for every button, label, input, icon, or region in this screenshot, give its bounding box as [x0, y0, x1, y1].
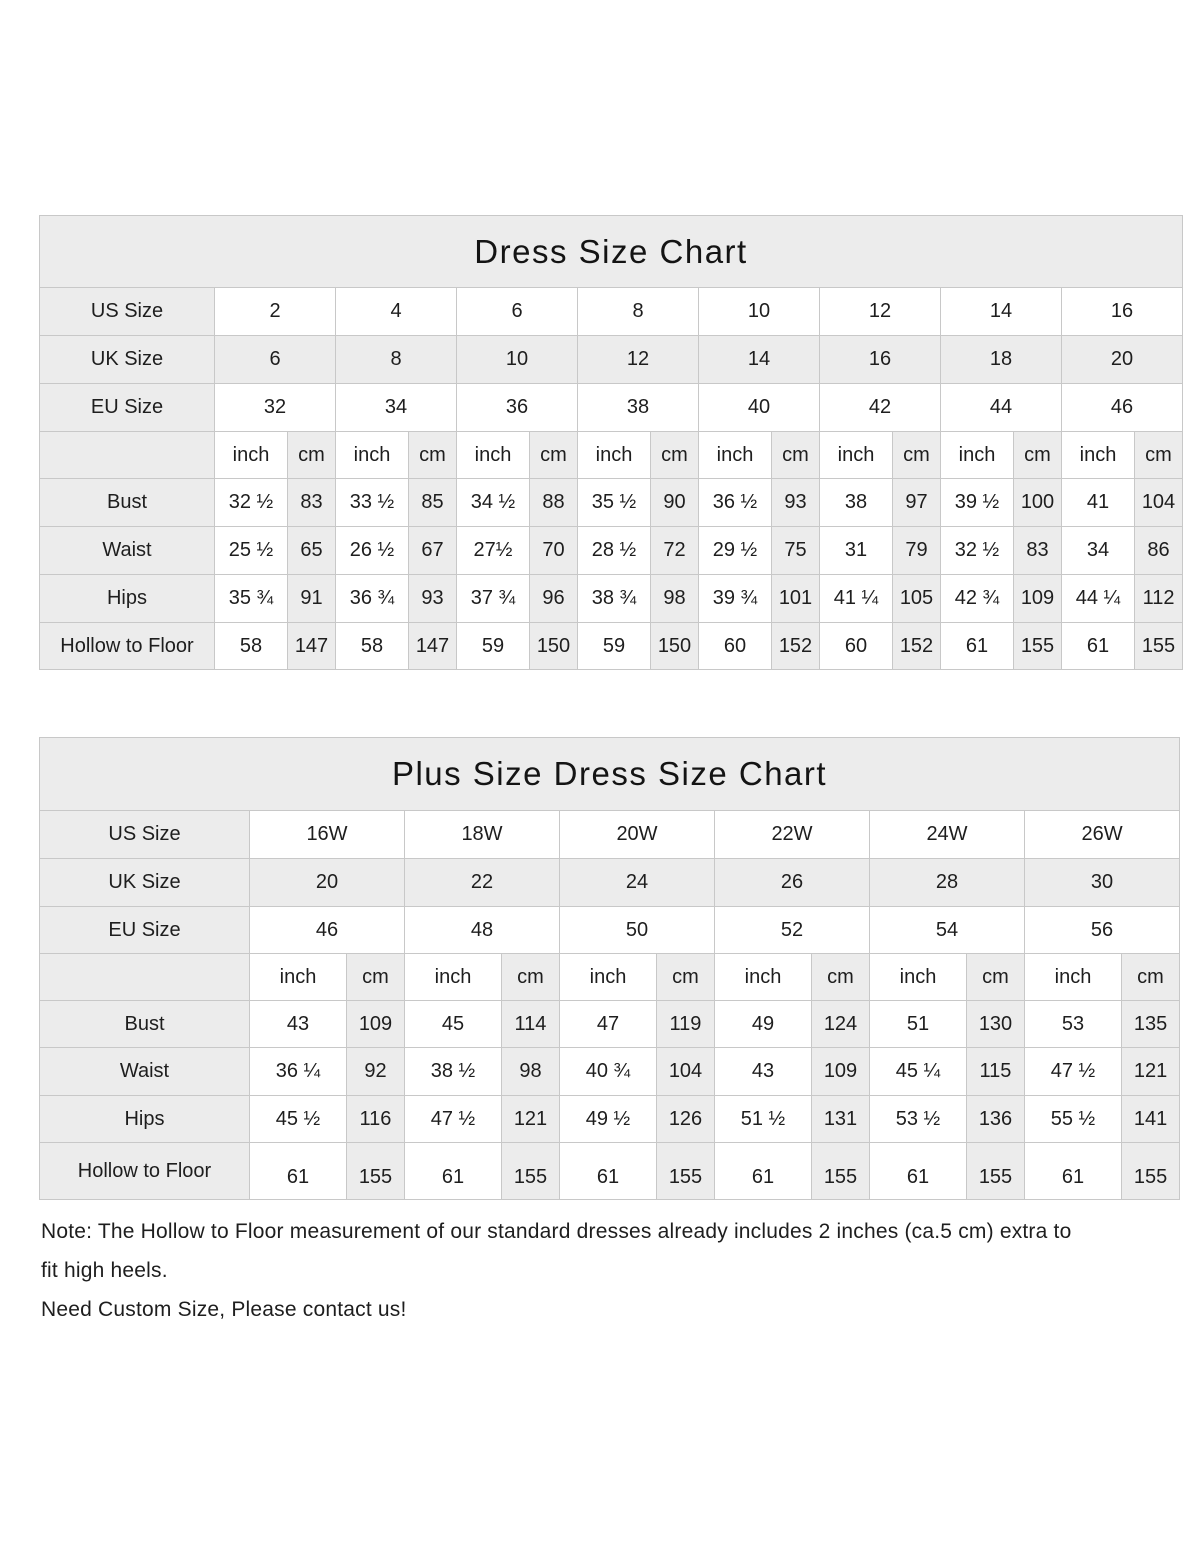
note-line-1: Note: The Hollow to Floor measurement of our standard dresses already includes 2 inches (ca.5 cm) extra to — [41, 1220, 1072, 1243]
note-line-3: Need Custom Size, Please contact us! — [41, 1298, 407, 1321]
waist-cm-value: 79 — [893, 527, 941, 575]
uk-size-value: 22 — [405, 859, 560, 907]
cm-unit-header: cm — [1135, 432, 1183, 479]
hips-inch-value: 45 ½ — [250, 1096, 347, 1143]
hollow-to-floor-cm-value: 155 — [347, 1143, 405, 1200]
hollow-to-floor-inch-value: 61 — [941, 623, 1014, 670]
hollow-to-floor-inch-value: 58 — [336, 623, 409, 670]
hips-cm-value: 112 — [1135, 575, 1183, 623]
waist-cm-value: 83 — [1014, 527, 1062, 575]
hollow-to-floor-cm-value: 147 — [288, 623, 336, 670]
bust-inch-value: 33 ½ — [336, 479, 409, 527]
hips-cm-value: 126 — [657, 1096, 715, 1143]
hollow-to-floor-cm-value: 152 — [893, 623, 941, 670]
bust-cm-value: 104 — [1135, 479, 1183, 527]
bust-cm-value: 93 — [772, 479, 820, 527]
hips-inch-value: 55 ½ — [1025, 1096, 1122, 1143]
waist-inch-value: 45 ¼ — [870, 1048, 967, 1096]
eu-size-value: 46 — [1062, 384, 1183, 432]
waist-cm-value: 121 — [1122, 1048, 1180, 1096]
hips-inch-value: 41 ¼ — [820, 575, 893, 623]
hips-cm-value: 101 — [772, 575, 820, 623]
inch-unit-header: inch — [1062, 432, 1135, 479]
waist-cm-value: 98 — [502, 1048, 560, 1096]
eu-size-value: 44 — [941, 384, 1062, 432]
uk-size-value: 6 — [215, 336, 336, 384]
hollow-to-floor-cm-value: 155 — [657, 1143, 715, 1200]
bust-inch-value: 49 — [715, 1001, 812, 1048]
waist-inch-value: 32 ½ — [941, 527, 1014, 575]
size-note — [41, 1212, 1189, 1329]
bust-inch-value: 45 — [405, 1001, 502, 1048]
cm-unit-header: cm — [772, 432, 820, 479]
waist-cm-value: 86 — [1135, 527, 1183, 575]
eu-size-value: 42 — [820, 384, 941, 432]
us-size-label: US Size — [40, 811, 250, 859]
hollow-to-floor-cm-value: 155 — [812, 1143, 870, 1200]
bust-inch-value: 38 — [820, 479, 893, 527]
bust-inch-value: 39 ½ — [941, 479, 1014, 527]
bust-cm-value: 90 — [651, 479, 699, 527]
uk-size-value: 10 — [457, 336, 578, 384]
uk-size-value: 30 — [1025, 859, 1180, 907]
hips-cm-value: 91 — [288, 575, 336, 623]
bust-inch-value: 32 ½ — [215, 479, 288, 527]
hollow-to-floor-cm-value: 155 — [502, 1143, 560, 1200]
hips-cm-value: 131 — [812, 1096, 870, 1143]
cm-unit-header: cm — [1122, 954, 1180, 1001]
waist-inch-value: 31 — [820, 527, 893, 575]
cm-unit-header: cm — [967, 954, 1025, 1001]
hips-cm-value: 136 — [967, 1096, 1025, 1143]
eu-size-value: 52 — [715, 907, 870, 954]
uk-size-value: 20 — [1062, 336, 1183, 384]
inch-unit-header: inch — [1025, 954, 1122, 1001]
waist-inch-value: 34 — [1062, 527, 1135, 575]
hollow-to-floor-inch-value: 61 — [1025, 1143, 1122, 1200]
chart-title: Plus Size Dress Size Chart — [40, 738, 1180, 811]
waist-cm-value: 115 — [967, 1048, 1025, 1096]
note-line-2: fit high heels. — [41, 1259, 168, 1282]
waist-cm-value: 109 — [812, 1048, 870, 1096]
hollow-to-floor-inch-value: 59 — [457, 623, 530, 670]
bust-label: Bust — [40, 1001, 250, 1048]
waist-inch-value: 29 ½ — [699, 527, 772, 575]
units-corner-cell — [40, 954, 250, 1001]
hollow-to-floor-cm-value: 155 — [1135, 623, 1183, 670]
bust-cm-value: 88 — [530, 479, 578, 527]
hips-inch-value: 42 ¾ — [941, 575, 1014, 623]
eu-size-label: EU Size — [40, 907, 250, 954]
hollow-to-floor-inch-value: 61 — [250, 1143, 347, 1200]
hips-cm-value: 96 — [530, 575, 578, 623]
bust-cm-value: 83 — [288, 479, 336, 527]
inch-unit-header: inch — [941, 432, 1014, 479]
inch-unit-header: inch — [870, 954, 967, 1001]
waist-cm-value: 65 — [288, 527, 336, 575]
us-size-value: 16 — [1062, 288, 1183, 336]
us-size-value: 14 — [941, 288, 1062, 336]
us-size-value: 18W — [405, 811, 560, 859]
hollow-to-floor-cm-value: 155 — [967, 1143, 1025, 1200]
uk-size-value: 24 — [560, 859, 715, 907]
eu-size-value: 32 — [215, 384, 336, 432]
hollow-to-floor-inch-value: 61 — [715, 1143, 812, 1200]
hollow-to-floor-inch-value: 61 — [405, 1143, 502, 1200]
hollow-to-floor-inch-value: 61 — [560, 1143, 657, 1200]
hollow-to-floor-inch-value: 60 — [699, 623, 772, 670]
hollow-to-floor-label: Hollow to Floor — [40, 623, 215, 670]
inch-unit-header: inch — [699, 432, 772, 479]
inch-unit-header: inch — [560, 954, 657, 1001]
us-size-value: 10 — [699, 288, 820, 336]
hips-inch-value: 44 ¼ — [1062, 575, 1135, 623]
hollow-to-floor-inch-value: 58 — [215, 623, 288, 670]
hollow-to-floor-cm-value: 150 — [530, 623, 578, 670]
inch-unit-header: inch — [215, 432, 288, 479]
uk-size-value: 12 — [578, 336, 699, 384]
us-size-value: 12 — [820, 288, 941, 336]
hollow-to-floor-inch-value: 61 — [870, 1143, 967, 1200]
waist-cm-value: 70 — [530, 527, 578, 575]
bust-inch-value: 43 — [250, 1001, 347, 1048]
hollow-to-floor-inch-value: 60 — [820, 623, 893, 670]
waist-inch-value: 28 ½ — [578, 527, 651, 575]
us-size-value: 6 — [457, 288, 578, 336]
hips-cm-value: 98 — [651, 575, 699, 623]
eu-size-label: EU Size — [40, 384, 215, 432]
eu-size-value: 54 — [870, 907, 1025, 954]
us-size-value: 16W — [250, 811, 405, 859]
bust-cm-value: 130 — [967, 1001, 1025, 1048]
cm-unit-header: cm — [812, 954, 870, 1001]
hips-inch-value: 53 ½ — [870, 1096, 967, 1143]
bust-inch-value: 35 ½ — [578, 479, 651, 527]
uk-size-value: 18 — [941, 336, 1062, 384]
hips-cm-value: 116 — [347, 1096, 405, 1143]
cm-unit-header: cm — [347, 954, 405, 1001]
waist-cm-value: 72 — [651, 527, 699, 575]
bust-inch-value: 34 ½ — [457, 479, 530, 527]
hollow-to-floor-cm-value: 147 — [409, 623, 457, 670]
inch-unit-header: inch — [336, 432, 409, 479]
us-size-value: 8 — [578, 288, 699, 336]
waist-inch-value: 38 ½ — [405, 1048, 502, 1096]
bust-cm-value: 124 — [812, 1001, 870, 1048]
waist-inch-value: 25 ½ — [215, 527, 288, 575]
bust-label: Bust — [40, 479, 215, 527]
bust-cm-value: 119 — [657, 1001, 715, 1048]
hips-inch-value: 35 ¾ — [215, 575, 288, 623]
uk-size-value: 20 — [250, 859, 405, 907]
waist-cm-value: 75 — [772, 527, 820, 575]
hips-inch-value: 39 ¾ — [699, 575, 772, 623]
bust-inch-value: 51 — [870, 1001, 967, 1048]
eu-size-value: 36 — [457, 384, 578, 432]
inch-unit-header: inch — [250, 954, 347, 1001]
inch-unit-header: inch — [715, 954, 812, 1001]
eu-size-value: 38 — [578, 384, 699, 432]
cm-unit-header: cm — [1014, 432, 1062, 479]
hollow-to-floor-cm-value: 150 — [651, 623, 699, 670]
hips-cm-value: 93 — [409, 575, 457, 623]
bust-cm-value: 109 — [347, 1001, 405, 1048]
us-size-value: 2 — [215, 288, 336, 336]
inch-unit-header: inch — [578, 432, 651, 479]
inch-unit-header: inch — [405, 954, 502, 1001]
eu-size-value: 56 — [1025, 907, 1180, 954]
waist-inch-value: 27½ — [457, 527, 530, 575]
hips-inch-value: 49 ½ — [560, 1096, 657, 1143]
bust-cm-value: 114 — [502, 1001, 560, 1048]
cm-unit-header: cm — [530, 432, 578, 479]
cm-unit-header: cm — [651, 432, 699, 479]
waist-cm-value: 67 — [409, 527, 457, 575]
bust-cm-value: 97 — [893, 479, 941, 527]
cm-unit-header: cm — [893, 432, 941, 479]
us-size-value: 26W — [1025, 811, 1180, 859]
inch-unit-header: inch — [820, 432, 893, 479]
waist-inch-value: 43 — [715, 1048, 812, 1096]
waist-inch-value: 36 ¼ — [250, 1048, 347, 1096]
hips-inch-value: 51 ½ — [715, 1096, 812, 1143]
bust-inch-value: 41 — [1062, 479, 1135, 527]
us-size-value: 20W — [560, 811, 715, 859]
us-size-value: 22W — [715, 811, 870, 859]
bust-inch-value: 36 ½ — [699, 479, 772, 527]
chart-title: Dress Size Chart — [40, 216, 1183, 288]
standard-dress-size-chart-table — [39, 215, 1183, 670]
uk-size-value: 8 — [336, 336, 457, 384]
eu-size-value: 40 — [699, 384, 820, 432]
bust-inch-value: 53 — [1025, 1001, 1122, 1048]
cm-unit-header: cm — [502, 954, 560, 1001]
waist-cm-value: 104 — [657, 1048, 715, 1096]
waist-label: Waist — [40, 1048, 250, 1096]
hips-inch-value: 36 ¾ — [336, 575, 409, 623]
waist-inch-value: 26 ½ — [336, 527, 409, 575]
hips-inch-value: 37 ¾ — [457, 575, 530, 623]
hollow-to-floor-inch-value: 59 — [578, 623, 651, 670]
bust-cm-value: 85 — [409, 479, 457, 527]
uk-size-value: 14 — [699, 336, 820, 384]
hips-inch-value: 47 ½ — [405, 1096, 502, 1143]
hips-label: Hips — [40, 575, 215, 623]
uk-size-value: 28 — [870, 859, 1025, 907]
eu-size-value: 48 — [405, 907, 560, 954]
waist-inch-value: 47 ½ — [1025, 1048, 1122, 1096]
uk-size-label: UK Size — [40, 859, 250, 907]
hips-cm-value: 109 — [1014, 575, 1062, 623]
us-size-value: 4 — [336, 288, 457, 336]
eu-size-value: 34 — [336, 384, 457, 432]
uk-size-label: UK Size — [40, 336, 215, 384]
us-size-value: 24W — [870, 811, 1025, 859]
uk-size-value: 26 — [715, 859, 870, 907]
plus-size-dress-size-chart-table — [39, 737, 1180, 1200]
waist-cm-value: 92 — [347, 1048, 405, 1096]
inch-unit-header: inch — [457, 432, 530, 479]
uk-size-value: 16 — [820, 336, 941, 384]
hips-label: Hips — [40, 1096, 250, 1143]
bust-cm-value: 135 — [1122, 1001, 1180, 1048]
waist-label: Waist — [40, 527, 215, 575]
bust-cm-value: 100 — [1014, 479, 1062, 527]
bust-inch-value: 47 — [560, 1001, 657, 1048]
hips-inch-value: 38 ¾ — [578, 575, 651, 623]
hollow-to-floor-label: Hollow to Floor — [40, 1143, 250, 1200]
waist-inch-value: 40 ¾ — [560, 1048, 657, 1096]
us-size-label: US Size — [40, 288, 215, 336]
hollow-to-floor-cm-value: 155 — [1122, 1143, 1180, 1200]
cm-unit-header: cm — [409, 432, 457, 479]
hollow-to-floor-cm-value: 152 — [772, 623, 820, 670]
units-corner-cell — [40, 432, 215, 479]
hips-cm-value: 121 — [502, 1096, 560, 1143]
hips-cm-value: 105 — [893, 575, 941, 623]
hips-cm-value: 141 — [1122, 1096, 1180, 1143]
hollow-to-floor-inch-value: 61 — [1062, 623, 1135, 670]
cm-unit-header: cm — [288, 432, 336, 479]
cm-unit-header: cm — [657, 954, 715, 1001]
eu-size-value: 50 — [560, 907, 715, 954]
eu-size-value: 46 — [250, 907, 405, 954]
hollow-to-floor-cm-value: 155 — [1014, 623, 1062, 670]
